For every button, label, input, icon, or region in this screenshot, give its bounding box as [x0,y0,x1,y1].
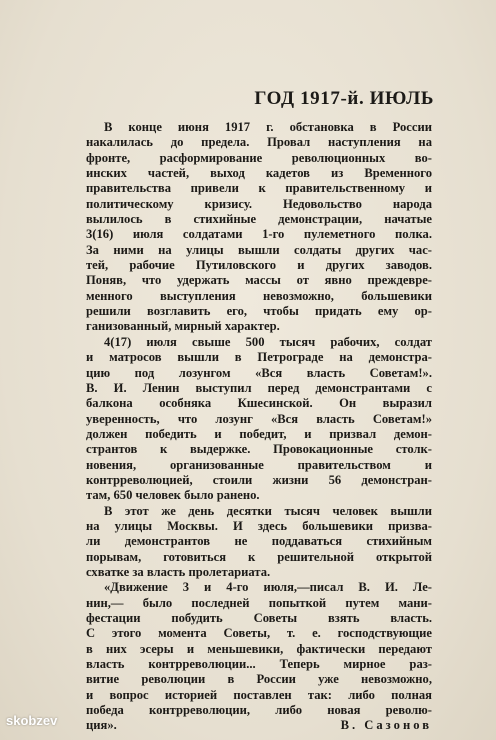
text-line: В этот же день десятки тысяч человек вышли [104,503,432,518]
text-line: С этого момента Советы, т. е. господствующие [86,626,432,641]
closing-line [86,718,432,733]
text-line: «Движение 3 и 4-го июля,—писал В. И. Ле- [104,580,432,595]
paragraph-4 [86,580,432,718]
text-line: победа контрреволюции, либо новая револю- [86,703,432,718]
text-line: нин,— было последней попыткой путем мани- [86,595,432,610]
text-line: решили возглавить его, чтобы придать ему ор- [86,304,432,319]
text-line: За ними на улицы вышли солдаты других час- [86,242,432,257]
text-line: ганизованный, мирный характер. [86,319,280,334]
text-line: и вопрос историей поставлен так: либо полная [86,687,432,702]
text-line: странтов к выдержке. Провокационные столк- [86,442,432,457]
text-line: цию под лозунгом «Вся власть Советам!». [86,365,432,380]
text-line: инских частей, выход кадетов из Временного [86,166,432,181]
text-line: в них эсеры и меньшевики, фактически передают [86,641,432,656]
text-line: правительства привели к правительственному и [86,181,432,196]
text-line: Поняв, что удержать массы от явно преждевре- [86,273,432,288]
paragraph-1 [86,120,432,335]
text-line: новения, организованные правительством и [86,457,432,472]
page-title: ГОД 1917-й. ИЮЛЬ [254,88,434,109]
text-line: порывам, готовиться к решительной открытой [86,549,432,564]
text-line: 4(17) июля свыше 500 тысяч рабочих, солдат [104,334,432,349]
paragraph-3 [86,504,432,581]
text-line: фестации побудить Советы взять власть. [86,611,432,625]
text-line: вылилось в стихийные демонстрации, начатые [86,212,432,227]
text-line: уверенность, что лозунг «Вся власть Советам!» [86,411,432,426]
text-line: В. И. Ленин выступил перед демонстрантами с [86,380,432,395]
text-line: тей, рабочие Путиловского и других заводов. [86,258,432,273]
paragraph-2 [86,335,432,504]
text-line: В конце июня 1917 г. обстановка в России [104,120,432,134]
text-line: витие революции в России уже невозможно, [86,672,432,687]
text-line: политическому кризису. Недовольство народа [86,196,432,211]
text-line: фронте, расформирование революционных во- [86,150,432,165]
article-body [86,120,432,734]
text-line: должен победить и победит, и призвал демон- [86,426,432,441]
text-line: и матросов вышли в Петрограде на демонстра- [86,350,432,365]
text-line: там, 650 человек было ранено. [86,488,260,503]
author-signature: В. Сазонов [340,718,432,733]
text-line: контрреволюцией, стоили жизни 56 демонстран- [86,472,432,487]
text-line: власть контрреволюции... Теперь мирное раз- [86,657,432,672]
watermark: skobzev [6,713,58,728]
text-line: накалилась до предела. Провал наступления на [86,135,432,150]
text-line: менного выступления невозможно, большевики [86,288,432,303]
quote-ending: ция». [86,718,117,733]
text-line: на улицы Москвы. И здесь большевики призва- [86,518,432,533]
text-line: ли демонстрантов не поддаваться стихийным [86,534,432,549]
text-line: балкона особняка Кшесинской. Он выразил [86,396,432,411]
text-line: 3(16) июля солдатами 1-го пулеметного полка. [86,227,432,242]
text-line: схватке за власть пролетариата. [86,564,271,579]
